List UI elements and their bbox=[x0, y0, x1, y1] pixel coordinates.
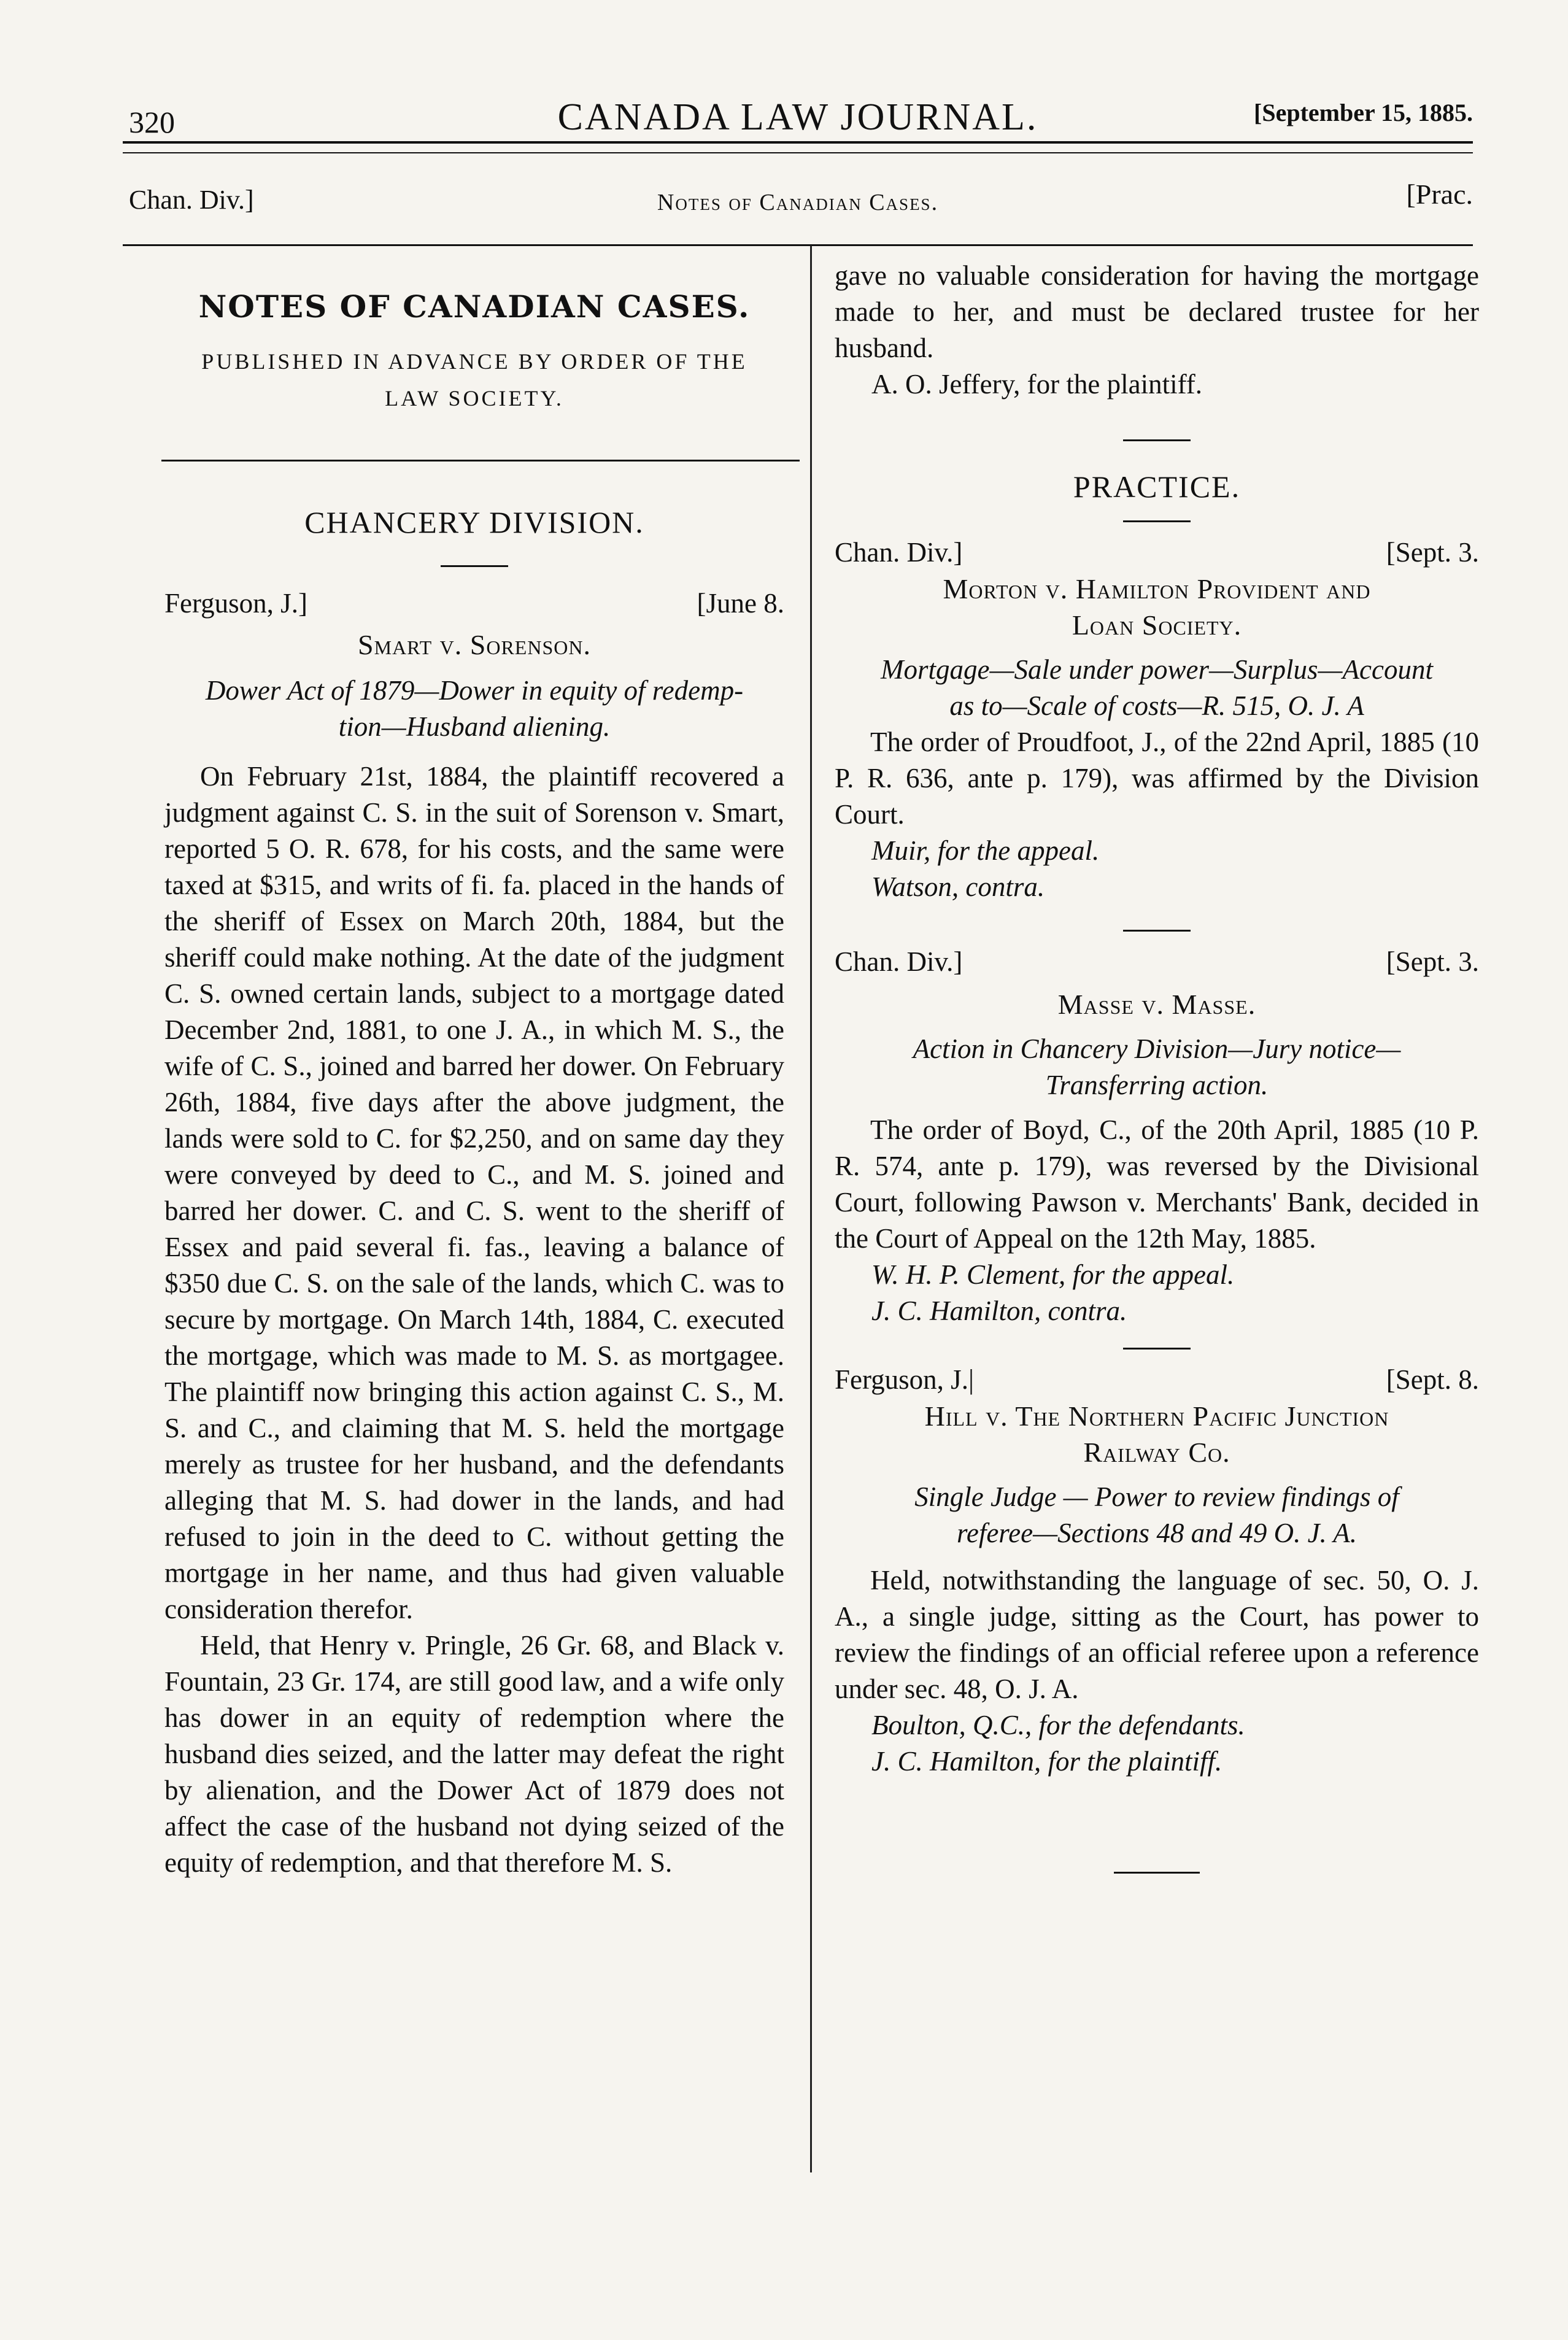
case-title bbox=[835, 1398, 1479, 1470]
counsel-contra: Watson, contra. bbox=[871, 871, 1045, 902]
counsel-plaintiff: J. C. Hamilton, for the plaintiff. bbox=[871, 1746, 1222, 1777]
column-divider bbox=[810, 245, 812, 2172]
practice-heading: PRACTICE. bbox=[1073, 469, 1241, 504]
case-header bbox=[164, 585, 784, 622]
subheader-title: Notes of Canadian Cases. bbox=[657, 190, 939, 215]
continuation-text: gave no valuable consideration for having the mortgage made to her, and must be declared trustee for her husband. bbox=[835, 260, 1479, 363]
case-court: Chan. Div.] bbox=[835, 537, 963, 568]
headnote-line-1: Action in Chancery Division—Jury notice— bbox=[913, 1033, 1401, 1064]
right-column bbox=[835, 258, 1479, 1874]
case-headnote bbox=[164, 673, 784, 745]
subheader-division: Chan. Div.] bbox=[129, 185, 254, 215]
counsel-defendants: Boulton, Q.C., for the defendants. bbox=[871, 1710, 1245, 1740]
short-rule bbox=[1123, 439, 1191, 441]
notes-subtitle bbox=[164, 343, 784, 417]
short-rule bbox=[1123, 520, 1191, 522]
headnote-line-2: tion—Husband aliening. bbox=[338, 711, 611, 742]
case-headnote bbox=[835, 1031, 1479, 1103]
case-held: Held, that Henry v. Pringle, 26 Gr. 68, and Black v. Fountain, 23 Gr. 174, are still good law, and a wife only has dower in an equity of redemption where the husband dies seized, and the latter may defeat the right by alienation, and the Dower Act of 1879 does not affect the case of the husband not dying seized of the equity of redemption, and that therefore M. S. bbox=[164, 1630, 784, 1878]
case-headnote bbox=[835, 1479, 1479, 1551]
case-title: Masse v. Masse. bbox=[1057, 989, 1256, 1020]
case-date: [Sept. 3. bbox=[1386, 946, 1479, 977]
subheader-rule bbox=[123, 244, 1473, 246]
section-rule bbox=[161, 460, 800, 461]
case-judge: Ferguson, J.| bbox=[835, 1364, 974, 1395]
short-rule bbox=[1123, 930, 1191, 932]
case-title bbox=[835, 571, 1479, 643]
counsel-appeal: Muir, for the appeal. bbox=[871, 835, 1100, 866]
case-body: On February 21st, 1884, the plaintiff recovered a judgment against C. S. in the suit of Sorenson v. Smart, reported 5 O. R. 678, for his costs, and the same were taxed at $315, and writs of fi. fa. placed in the hands of the sheriff of Essex on March 20th, 1884, but the sheriff could make nothing. At the date of the judgment C. S. owned certain lands, subject to a mortgage dated December 2nd, 1881, to one J. A., in which M. S., the wife of C. S., joined and barred her dower. On February 26th, 1884, five days after the above judgment, the lands were sold to C. for $2,250, and on same day they were conveyed by deed to C., and M. S. joined and barred her dower. C. and C. S. went to the sheriff of Essex and paid several fi. fas., leaving a balance of $350 due C. S. on the sale of the lands, which C. was to secure by mortgage. On March 14th, 1884, C. executed the mortgage, which was made to M. S. as mortgagee. The plaintiff now bringing this action against C. S., M. S. and C., and claiming that M. S. held the mortgage merely as trustee for her husband, and the defendants alleging that M. S. had dower in the lands, and had refused to join in the deed to C. without getting the mortgage in her name, and thus had given valuable consideration therefor. bbox=[164, 761, 784, 1624]
counsel-contra: J. C. Hamilton, contra. bbox=[871, 1295, 1127, 1326]
header-double-rule bbox=[123, 141, 1473, 153]
headnote-line-2: as to—Scale of costs—R. 515, O. J. A bbox=[949, 690, 1364, 721]
case-date: [Sept. 3. bbox=[1386, 537, 1479, 568]
left-column bbox=[164, 258, 784, 1881]
notes-subtitle-line-1: PUBLISHED IN ADVANCE BY ORDER OF THE bbox=[201, 349, 747, 374]
case-title-line-2: Railway Co. bbox=[1083, 1437, 1230, 1468]
case-counsel: A. O. Jeffery, for the plaintiff. bbox=[871, 369, 1203, 400]
section-subheader bbox=[123, 178, 1473, 221]
short-rule bbox=[441, 565, 508, 567]
case-body: The order of Boyd, C., of the 20th April, 1885 (10 P. R. 574, ante p. 179), was reversed by the Divisional Court, following Pawson v. Merchants' Bank, decided in the Court of Appeal on the 12th May, 1885. bbox=[835, 1114, 1479, 1254]
chancery-division-heading: CHANCERY DIVISION. bbox=[304, 505, 644, 539]
case-date: [Sept. 8. bbox=[1386, 1364, 1479, 1395]
case-date: [June 8. bbox=[697, 588, 784, 619]
case-headnote bbox=[835, 652, 1479, 724]
closing-rule bbox=[1114, 1872, 1200, 1874]
case-header bbox=[835, 1362, 1479, 1398]
page-number: 320 bbox=[129, 105, 175, 139]
case-body: Held, notwithstanding the language of sec. 50, O. J. A., a single judge, sitting as the Court, has power to review the findings of an official referee upon a reference under sec. 48, O. J. A. bbox=[835, 1565, 1479, 1704]
headnote-line-1: Mortgage—Sale under power—Surplus—Account bbox=[881, 654, 1433, 685]
notes-subtitle-line-2: LAW SOCIETY. bbox=[385, 386, 564, 411]
headnote-line-1: Single Judge — Power to review findings of bbox=[914, 1481, 1399, 1512]
case-header bbox=[835, 535, 1479, 571]
journal-title: CANADA LAW JOURNAL. bbox=[557, 96, 1038, 138]
case-court: Chan. Div.] bbox=[835, 946, 963, 977]
headnote-line-1: Dower Act of 1879—Dower in equity of redemp- bbox=[205, 675, 744, 706]
issue-date: [September 15, 1885. bbox=[1254, 99, 1473, 126]
notes-title: NOTES OF CANADIAN CASES. bbox=[198, 288, 751, 325]
running-head bbox=[123, 92, 1473, 147]
case-title-line-1: Morton v. Hamilton Provident and bbox=[943, 573, 1371, 604]
headnote-line-2: Transferring action. bbox=[1045, 1070, 1269, 1100]
case-title: Smart v. Sorenson. bbox=[358, 629, 591, 660]
short-rule bbox=[1123, 1348, 1191, 1350]
case-title-line-2: Loan Society. bbox=[1072, 609, 1242, 641]
case-title-line-1: Hill v. The Northern Pacific Junction bbox=[924, 1400, 1389, 1432]
counsel-appeal: W. H. P. Clement, for the appeal. bbox=[871, 1259, 1235, 1290]
case-body: The order of Proudfoot, J., of the 22nd April, 1885 (10 P. R. 636, ante p. 179), was affirmed by the Division Court. bbox=[835, 727, 1479, 830]
case-judge: Ferguson, J.] bbox=[164, 588, 307, 619]
subheader-practice: [Prac. bbox=[1406, 179, 1473, 210]
headnote-line-2: referee—Sections 48 and 49 O. J. A. bbox=[957, 1518, 1357, 1548]
case-header bbox=[835, 944, 1479, 980]
